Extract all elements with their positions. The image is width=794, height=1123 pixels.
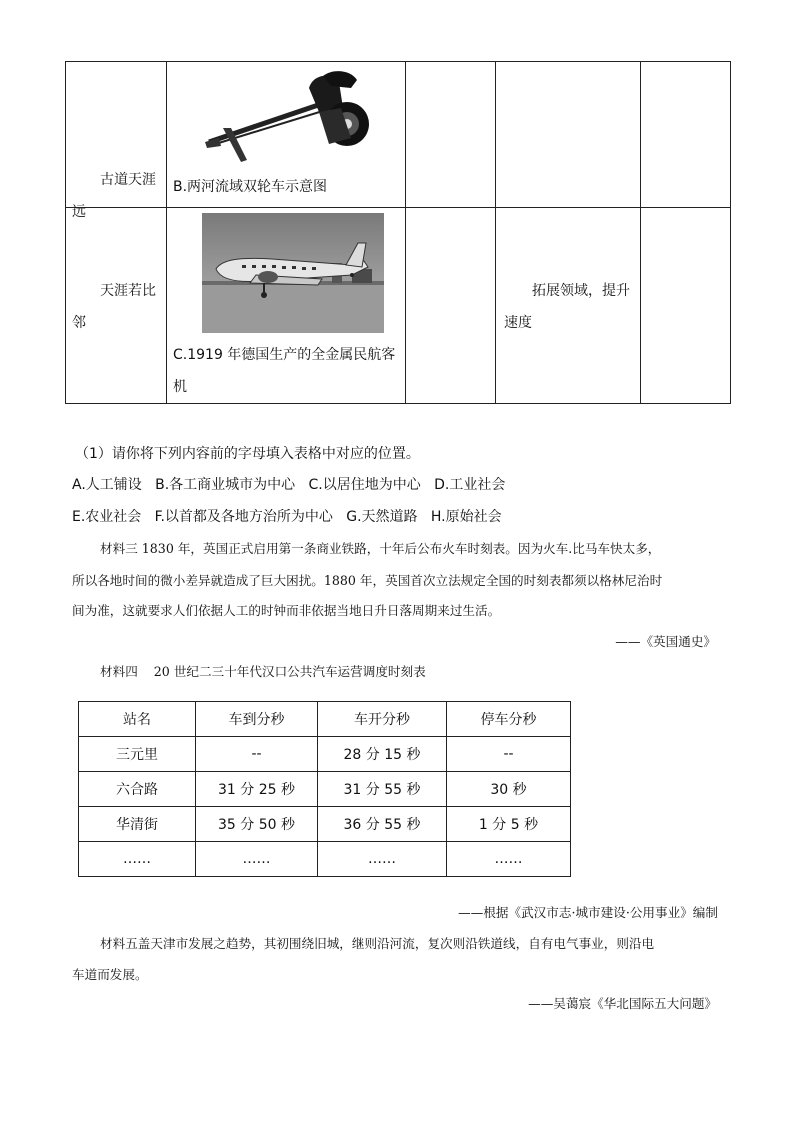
departure-time: 31 分 55 秒 [318,772,447,807]
departure-time: 28 分 15 秒 [318,737,447,772]
row2-theme-cell [66,208,167,404]
question-options-line1: A.人工铺设 B.各工商业城市为中心 C.以居住地为中心 D.工业社会 [72,477,506,493]
header-station: 站名 [79,702,196,737]
material4-title: 材料四 20 世纪二三十年代汉口公共汽车运营调度时刻表 [100,664,426,679]
row2-empty-cell-5 [641,208,731,404]
question-prompt: （1）请你将下列内容前的字母填入表格中对应的位置。 [75,446,420,462]
ellipsis-cell: …… [447,842,571,877]
stop-duration: 30 秒 [447,772,571,807]
ellipsis-cell: …… [196,842,318,877]
material5-source: ——吴蔼宸《华北国际五大问题》 [528,996,717,1011]
row2-caption-line2: 机 [173,379,187,395]
material4-source: ——根据《武汉市志·城市建设·公用事业》编制 [458,905,718,920]
row2-image-cell [167,208,406,404]
ellipsis-cell: …… [318,842,447,877]
history-table [65,61,731,404]
row1-theme-cell [66,62,167,220]
bus-schedule-table [78,701,571,877]
table-row [79,842,571,877]
header-departure: 车开分秒 [318,702,447,737]
stop-duration: -- [447,737,571,772]
header-arrival: 车到分秒 [196,702,318,737]
material5-line1: 材料五盖天津市发展之趋势，其初围绕旧城，继则沿河流，复次则沿铁道线，自有电气事业，则沿电 [100,936,655,951]
material3-line3: 间为准，这就要求人们依据人工的时钟而非依据当地日升日落周期来过生活。 [72,603,501,618]
departure-time: 36 分 55 秒 [318,807,447,842]
arrival-time: 35 分 50 秒 [196,807,318,842]
row2-feature-line2: 速度 [504,315,532,331]
row2-theme-line2: 邻 [72,315,86,331]
station-name: 华清街 [79,807,196,842]
station-name: 三元里 [79,737,196,772]
row1-theme-line1: 古道天涯 [100,172,156,188]
arrival-time: -- [196,737,318,772]
row1-empty-cell-3 [406,62,496,208]
row2-feature-line1: 拓展领域，提升 [532,283,630,299]
two-wheeled-cart-image [201,68,371,172]
header-stop: 停车分秒 [447,702,571,737]
table-row [79,772,571,807]
material3-line1: 材料三 1830 年，英国正式启用第一条商业铁路，十年后公布火车时刻表。因为火车.比马车快太多， [100,541,661,556]
row1-empty-cell-5 [641,62,731,208]
row2-caption-line1: C.1919 年德国生产的全金属民航客 [173,347,396,363]
row1-caption: B.两河流域双轮车示意图 [173,179,328,195]
row1-empty-cell-4 [496,62,641,208]
row2-theme-line1: 天涯若比 [100,283,156,299]
station-name: 六合路 [79,772,196,807]
row1-theme-line2: 远 [72,204,86,220]
row2-empty-cell-3 [406,208,496,404]
question-options-line2: E.农业社会 F.以首都及各地方治所为中心 G.天然道路 H.原始社会 [72,509,502,525]
arrival-time: 31 分 25 秒 [196,772,318,807]
ellipsis-cell: …… [79,842,196,877]
table-row [79,737,571,772]
row2-feature-cell [496,208,641,404]
airliner-photo [202,213,384,333]
material3-source: ——《英国通史》 [615,634,716,649]
table-row [79,807,571,842]
stop-duration: 1 分 5 秒 [447,807,571,842]
material5-line2: 车道而发展。 [72,967,148,982]
material3-line2: 所以各地时间的微小差异就造成了巨大困扰。1880 年，英国首次立法规定全国的时刻表都须以格林尼治时 [72,573,663,588]
row1-image-cell [167,62,406,208]
